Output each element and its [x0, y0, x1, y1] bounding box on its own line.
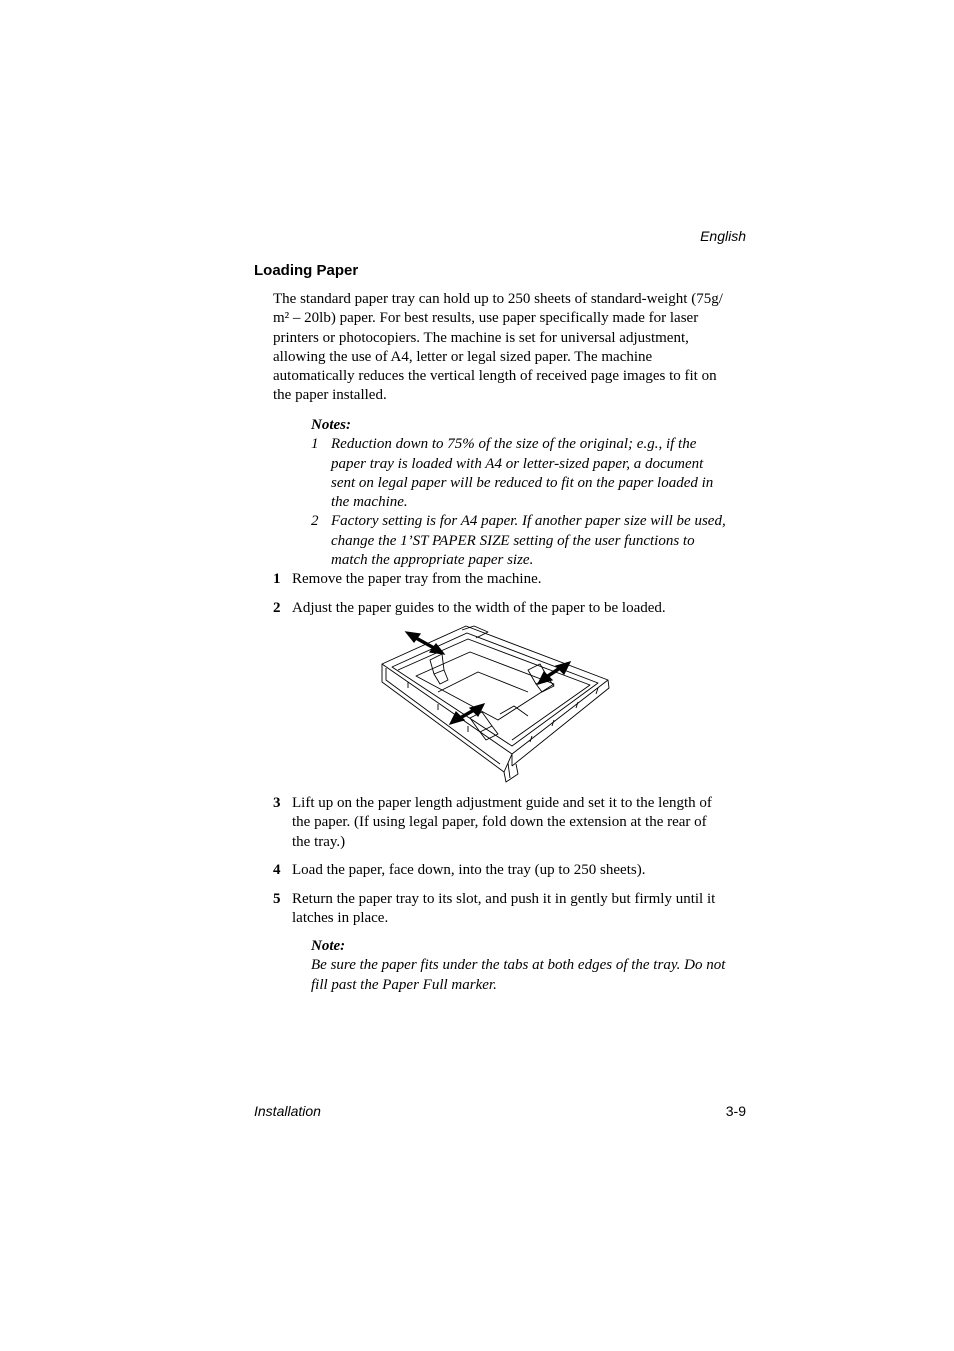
- intro-line: the paper installed.: [273, 387, 387, 404]
- intro-paragraph: [273, 290, 747, 406]
- intro-line: m² – 20lb) paper. For best results, use paper specifically made for laser: [273, 310, 699, 327]
- final-note: [311, 937, 747, 995]
- step-line: Remove the paper tray from the machine.: [292, 571, 542, 587]
- note-item: [311, 435, 747, 512]
- step-5: [273, 890, 747, 929]
- step-3: [273, 794, 747, 852]
- step-line: Adjust the paper guides to the width of the paper to be loaded.: [292, 600, 666, 616]
- note-line: change the 1’ST PAPER SIZE setting of the user functions to: [331, 532, 695, 549]
- final-note-line: Be sure the paper fits under the tabs at both edges of the tray. Do not: [311, 957, 726, 974]
- step-4: [273, 861, 747, 880]
- final-note-line: fill past the Paper Full marker.: [311, 976, 497, 993]
- intro-line: allowing the use of A4, letter or legal sized paper. The machine: [273, 348, 653, 365]
- step-number: 1: [273, 571, 281, 587]
- note-line: the machine.: [331, 494, 408, 511]
- paper-tray-illustration: [378, 622, 614, 784]
- note-number: 2: [311, 513, 319, 530]
- final-note-title: Note:: [311, 938, 346, 954]
- step-line: the tray.): [292, 833, 346, 850]
- step-number: 4: [273, 862, 281, 878]
- step-line: Load the paper, face down, into the tray (up to 250 sheets).: [292, 862, 646, 878]
- footer-chapter: Installation: [254, 1103, 321, 1119]
- note-line: sent on legal paper will be reduced to fit on the paper loaded in: [331, 474, 714, 491]
- step-number: 3: [273, 795, 281, 811]
- step-2: [273, 599, 747, 618]
- step-line: the paper. (If using legal paper, fold down the extension at the rear of: [292, 814, 707, 831]
- note-number: 1: [311, 436, 319, 453]
- note-line: paper tray is loaded with A4 or letter-sized paper, a document: [331, 455, 704, 472]
- step-number: 5: [273, 891, 281, 907]
- intro-line: printers or photocopiers. The machine is set for universal adjustment,: [273, 329, 689, 346]
- note-line: match the appropriate paper size.: [331, 552, 534, 569]
- notes-block: [311, 416, 747, 570]
- notes-title: Notes:: [311, 417, 351, 433]
- footer-page-number: 3-9: [725, 1103, 746, 1119]
- section-title: Loading Paper: [254, 262, 359, 279]
- step-number: 2: [273, 600, 281, 616]
- intro-line: The standard paper tray can hold up to 250 sheets of standard-weight (75g/: [273, 291, 723, 307]
- header-language: English: [700, 228, 746, 244]
- note-item: [311, 512, 747, 570]
- note-line: Factory setting is for A4 paper. If another paper size will be used,: [331, 513, 726, 530]
- step-line: Lift up on the paper length adjustment guide and set it to the length of: [292, 795, 712, 811]
- note-line: Reduction down to 75% of the size of the original; e.g., if the: [331, 436, 697, 453]
- step-line: Return the paper tray to its slot, and push it in gently but firmly until it: [292, 891, 716, 907]
- step-1: [273, 570, 747, 589]
- step-line: latches in place.: [292, 910, 389, 927]
- intro-line: automatically reduces the vertical length of received page images to fit on: [273, 368, 717, 385]
